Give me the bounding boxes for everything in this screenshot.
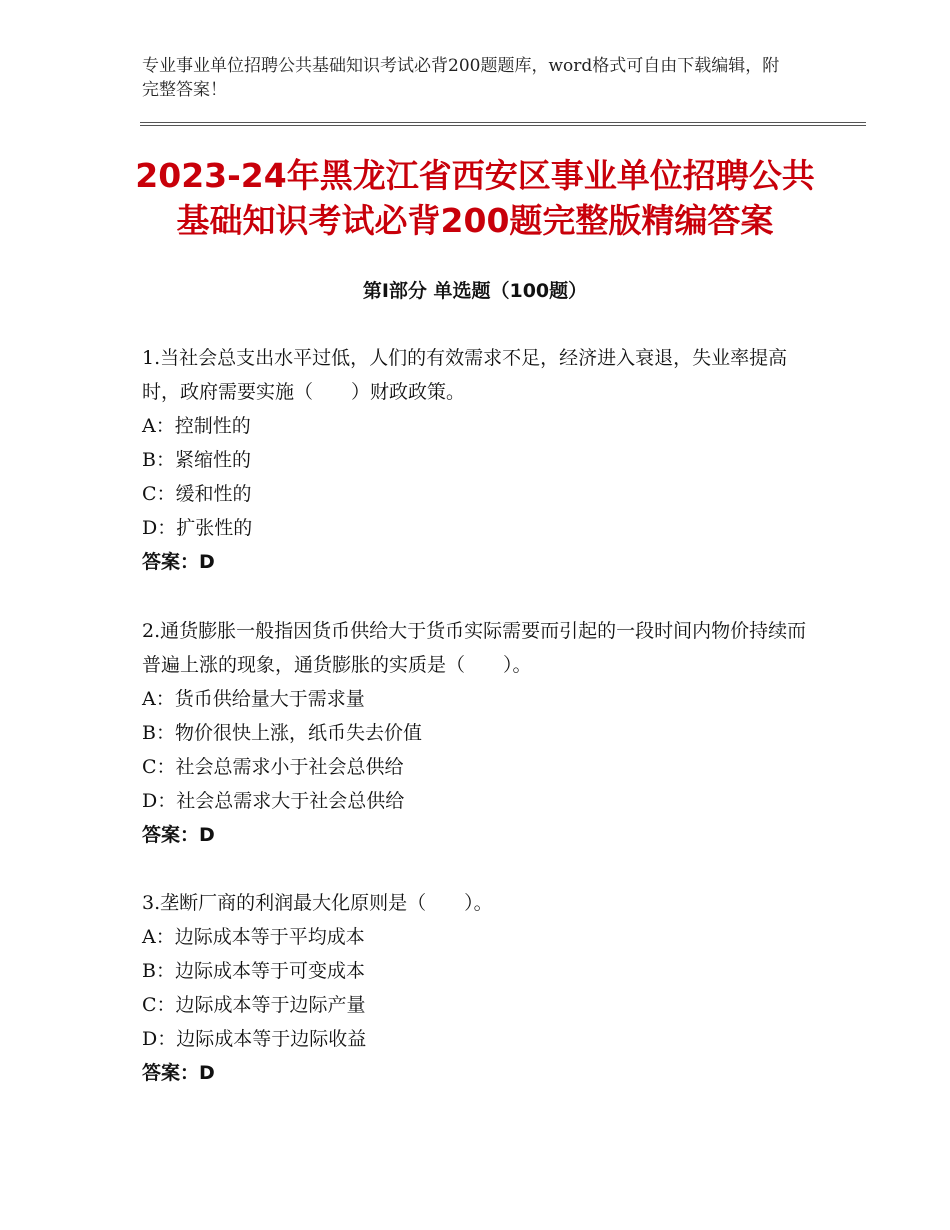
question-3 (142, 886, 812, 1090)
header-rule-top (140, 122, 866, 123)
option-d: D：扩张性的 (142, 517, 253, 539)
option-b: B：物价很快上涨，纸币失去价值 (142, 722, 422, 744)
question-stem: 2.通货膨胀一般指因货币供给大于货币实际需要而引起的一段时间内物价持续而普遍上涨的现象，通货膨胀的实质是（ ）。 (142, 620, 807, 676)
option-b: B：紧缩性的 (142, 449, 251, 471)
question-stem: 3.垄断厂商的利润最大化原则是（ ）。 (142, 892, 493, 914)
option-c: C：边际成本等于边际产量 (142, 994, 366, 1016)
option-a: A：货币供给量大于需求量 (142, 688, 365, 710)
option-a: A：边际成本等于平均成本 (142, 926, 365, 948)
header-rule-bottom (140, 125, 866, 126)
option-b: B：边际成本等于可变成本 (142, 960, 365, 982)
section-title: 第Ⅰ部分 单选题（100题） (362, 280, 588, 302)
answer: 答案：D (142, 1062, 215, 1084)
question-1 (142, 341, 812, 579)
document-title: 2023-24年黑龙江省西安区事业单位招聘公共基础知识考试必背200题完整版精编答案 (135, 156, 815, 240)
option-d: D：社会总需求大于社会总供给 (142, 790, 405, 812)
option-d: D：边际成本等于边际收益 (142, 1028, 367, 1050)
option-a: A：控制性的 (142, 415, 251, 437)
question-2 (142, 614, 812, 852)
header-note: 专业事业单位招聘公共基础知识考试必背200题题库，word格式可自由下载编辑，附完整答案！ (142, 56, 780, 100)
answer: 答案：D (142, 551, 215, 573)
question-stem: 1.当社会总支出水平过低，人们的有效需求不足，经济进入衰退，失业率提高时，政府需要实施（ ）财政政策。 (142, 347, 788, 403)
answer: 答案：D (142, 824, 215, 846)
option-c: C：社会总需求小于社会总供给 (142, 756, 404, 778)
option-c: C：缓和性的 (142, 483, 252, 505)
